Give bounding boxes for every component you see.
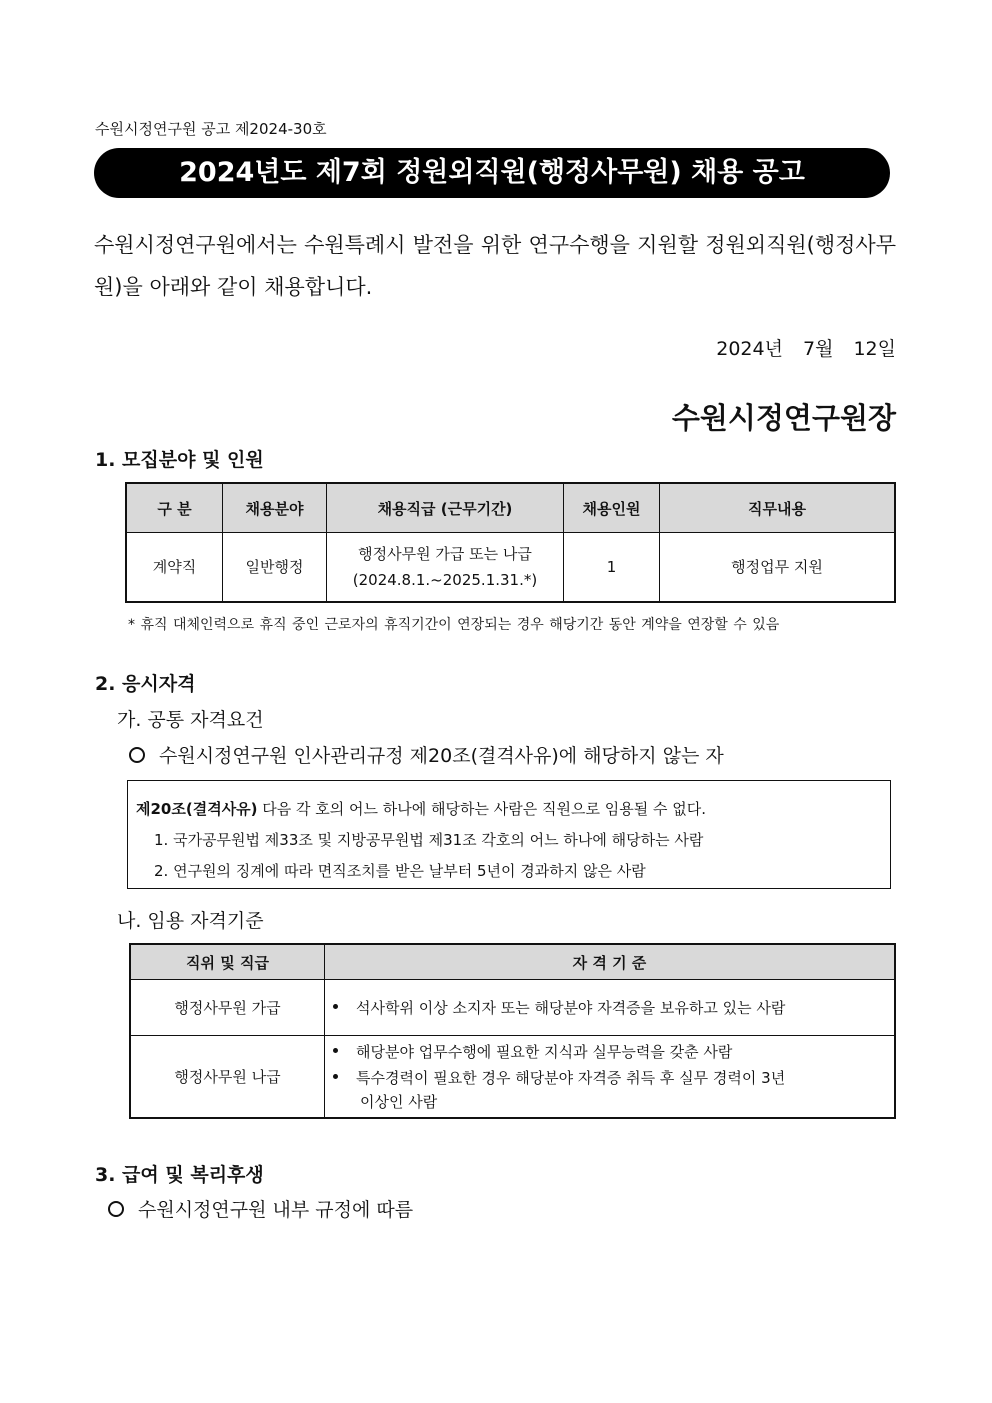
qualification-table <box>129 943 896 1119</box>
announcement-date: 2024년 7월 12일 <box>716 338 896 360</box>
section-1-title: 1. 모집분야 및 인원 <box>95 449 264 471</box>
regulation-intro-line <box>136 794 882 825</box>
header-duty: 직무내용 <box>660 483 896 533</box>
regulation-item-1: 1. 국가공무원법 제33조 및 지방공무원법 제31조 각호의 어느 하나에 해당하는 사람 <box>154 831 704 849</box>
issuer-name: 수원시정연구원장 <box>671 401 896 435</box>
header-field: 채용분야 <box>223 483 327 533</box>
section-3-title: 3. 급여 및 복리후생 <box>95 1164 264 1186</box>
cell-grade-line1: 행정사무원 가급 또는 나급 <box>358 545 532 563</box>
cell-category: 계약직 <box>126 533 223 603</box>
intro-paragraph: 수원시정연구원에서는 수원특례시 발전을 위한 연구수행을 지원할 정원외직원(행정사무원)을 아래와 같이 채용합니다. <box>94 233 896 299</box>
notice-number: 수원시정연구원 공고 제2024-30호 <box>95 120 327 138</box>
bullet-salary <box>108 1195 413 1222</box>
header-category: 구 분 <box>126 483 223 533</box>
bullet-common-requirement <box>129 741 724 768</box>
cell-grade <box>327 533 564 603</box>
page-title: 2024년도 제7회 정원외직원(행정사무원) 채용 공고 <box>94 148 890 198</box>
header-count: 채용인원 <box>564 483 660 533</box>
bullet-salary-text: 수원시정연구원 내부 규정에 따름 <box>138 1199 414 1221</box>
cell-criteria-ga <box>325 980 896 1036</box>
cell-field: 일반행정 <box>223 533 327 603</box>
header-criteria: 자 격 기 준 <box>325 944 896 980</box>
table-row <box>130 1036 895 1118</box>
cell-count: 1 <box>564 533 660 603</box>
table-header-row <box>130 944 895 980</box>
criterion-na-2-continued: 이상인 사람 <box>360 1093 438 1112</box>
bullet-dot-icon <box>333 1074 338 1079</box>
header-position: 직위 및 직급 <box>130 944 325 980</box>
table-row <box>130 980 895 1036</box>
subsection-a-title: 가. 공통 자격요건 <box>117 709 264 731</box>
circle-bullet-icon <box>108 1201 124 1217</box>
bullet-dot-icon <box>333 1004 338 1009</box>
cell-duty: 행정업무 지원 <box>660 533 896 603</box>
recruitment-table <box>125 482 896 603</box>
regulation-item-2: 2. 연구원의 징계에 따라 면직조치를 받은 날부터 5년이 경과하지 않은 사람 <box>154 862 646 880</box>
footnote: * 휴직 대체인력으로 휴직 중인 근로자의 휴직기간이 연장되는 경우 해당기간 동안 계약을 연장할 수 있음 <box>128 617 780 633</box>
subsection-b-title: 나. 임용 자격기준 <box>117 910 264 932</box>
criterion-ga <box>333 995 886 1021</box>
section-2-title: 2. 응시자격 <box>95 673 196 695</box>
criterion-na-2 <box>333 1065 886 1091</box>
cell-grade-line2: (2024.8.1.~2025.1.31.*) <box>352 571 538 589</box>
bullet-common-text: 수원시정연구원 인사관리규정 제20조(결격사유)에 해당하지 않는 자 <box>159 745 724 767</box>
circle-bullet-icon <box>129 747 145 763</box>
table-row <box>126 533 895 603</box>
regulation-box <box>127 780 891 889</box>
criterion-ga-text: 석사학위 이상 소지자 또는 해당분야 자격증을 보유하고 있는 사람 <box>356 998 786 1017</box>
bullet-dot-icon <box>333 1048 338 1053</box>
cell-criteria-na <box>325 1036 896 1118</box>
criterion-na-1-text: 해당분야 업무수행에 필요한 지식과 실무능력을 갖춘 사람 <box>356 1043 733 1062</box>
header-grade: 채용직급 (근무기간) <box>327 483 564 533</box>
table-header-row <box>126 483 895 533</box>
criterion-na-1 <box>333 1039 886 1065</box>
regulation-heading: 제20조(결격사유) <box>136 800 258 818</box>
criterion-na-2-text: 특수경력이 필요한 경우 해당분야 자격증 취득 후 실무 경력이 3년 <box>356 1069 786 1088</box>
regulation-intro: 다음 각 호의 어느 하나에 해당하는 사람은 직원으로 임용될 수 없다. <box>257 800 706 818</box>
cell-position-na: 행정사무원 나급 <box>130 1036 325 1118</box>
cell-position-ga: 행정사무원 가급 <box>130 980 325 1036</box>
